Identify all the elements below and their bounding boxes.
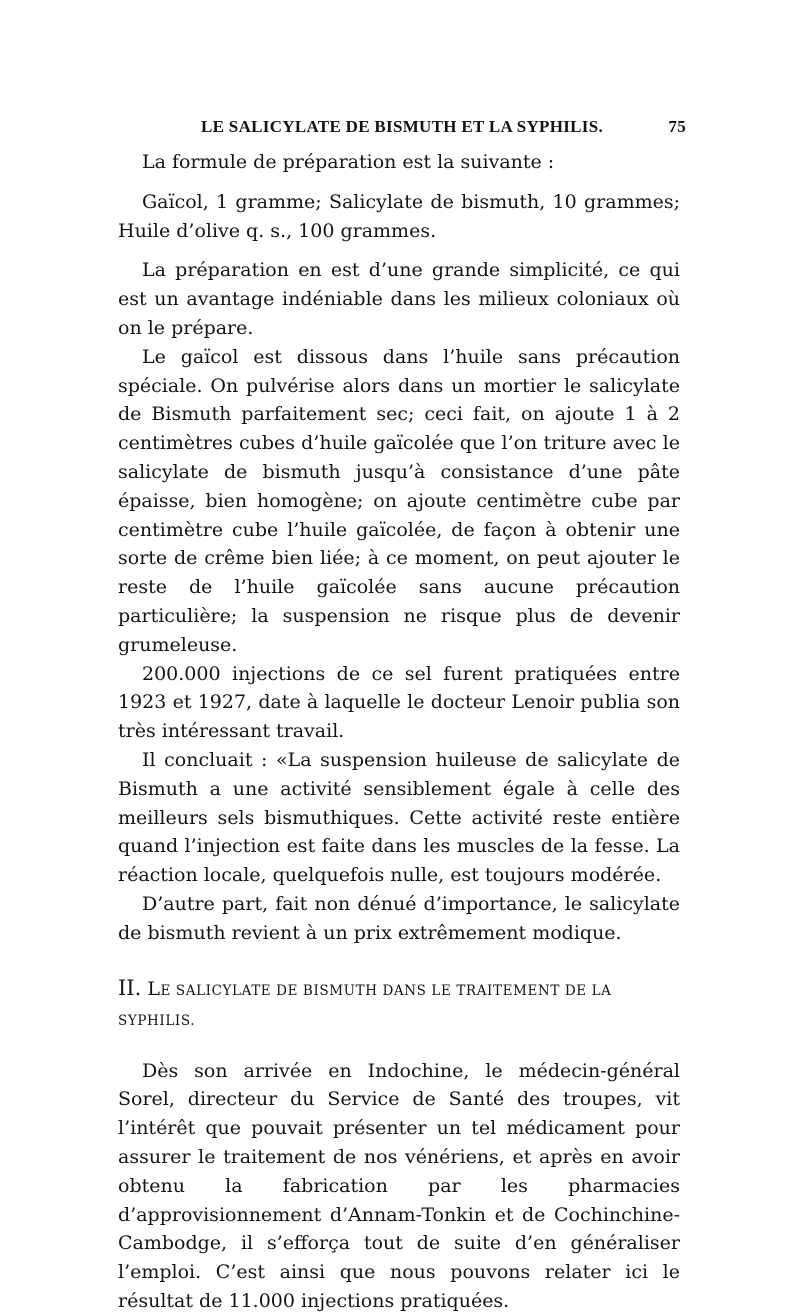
section-title: LE SALICYLATE DE BISMUTH DANS LE TRAITEMENT DE LA SYPHILIS. [118, 977, 612, 1029]
section-heading [118, 974, 680, 1035]
page-number: 75 [668, 117, 686, 136]
main-text [118, 148, 680, 1316]
paragraph-formula-intro: La formule de préparation est la suivante : [142, 151, 555, 173]
paragraph-simplicity: La préparation en est d’une grande simplicité, ce qui est un avantage indéniable dans les milieux coloniaux où on le prépare. [118, 259, 680, 339]
running-title: LE SALICYLATE DE BISMUTH ET LA SYPHILIS. [200, 117, 604, 136]
paragraph-cost: D’autre part, fait non dénué d’importance, le salicylate de bismuth revient à un prix extrêmement modique. [118, 892, 680, 944]
paragraph-conclusion: Il concluait : «La suspension huileuse de salicylate de Bismuth a une activité sensiblement égale à celle des meilleurs sels bismuthiques. Cette activité reste entière quand l’injection est faite dans les muscles de la fesse. La réaction locale, quelquefois nulle, est toujours modérée. [118, 748, 680, 887]
paragraph-indochina: Dès son arrivée en Indochine, le médecin-général Sorel, directeur du Service de Santé des troupes, vit l’intérêt que pouvait présenter un tel médicament pour assurer le traitement de nos vénériens, et après en avoir obtenu la fabrication par les pharmacies d’approvisionnement d’Annam-Tonkin et de Cochinchine-Cambodge, il s’efforça tout de suite d’en généraliser l’emploi. C’est ainsi que nous pouvons relater ici le résultat de 11.000 injections pratiquées. [118, 1059, 680, 1312]
paragraph-procedure: Le gaïcol est dissous dans l’huile sans précaution spéciale. On pulvérise alors dans un mortier le salicylate de Bismuth parfaitement sec; ceci fait, on ajoute 1 à 2 centimètres cubes d’huile gaïcolée que l’on triture avec le salicylate de bismuth jusqu’à consistance d’une pâte épaisse, bien homogène; on ajoute centimètre cube par centimètre cube l’huile gaïcolée, de façon à obtenir une sorte de crême bien liée; à ce moment, on peut ajouter le reste de l’huile gaïcolée sans aucune précaution particulière; la suspension ne risque plus de devenir grumeleuse. [118, 345, 680, 656]
paragraph-formula: Gaïcol, 1 gramme; Salicylate de bismuth, 10 grammes; Huile d’olive q. s., 100 grammes. [118, 190, 680, 242]
section-number: II. [118, 975, 142, 1000]
paragraph-injections: 200.000 injections de ce sel furent pratiquées entre 1923 et 1927, date à laquelle le docteur Lenoir publia son très intéressant travail. [118, 662, 680, 743]
running-header [118, 117, 686, 143]
